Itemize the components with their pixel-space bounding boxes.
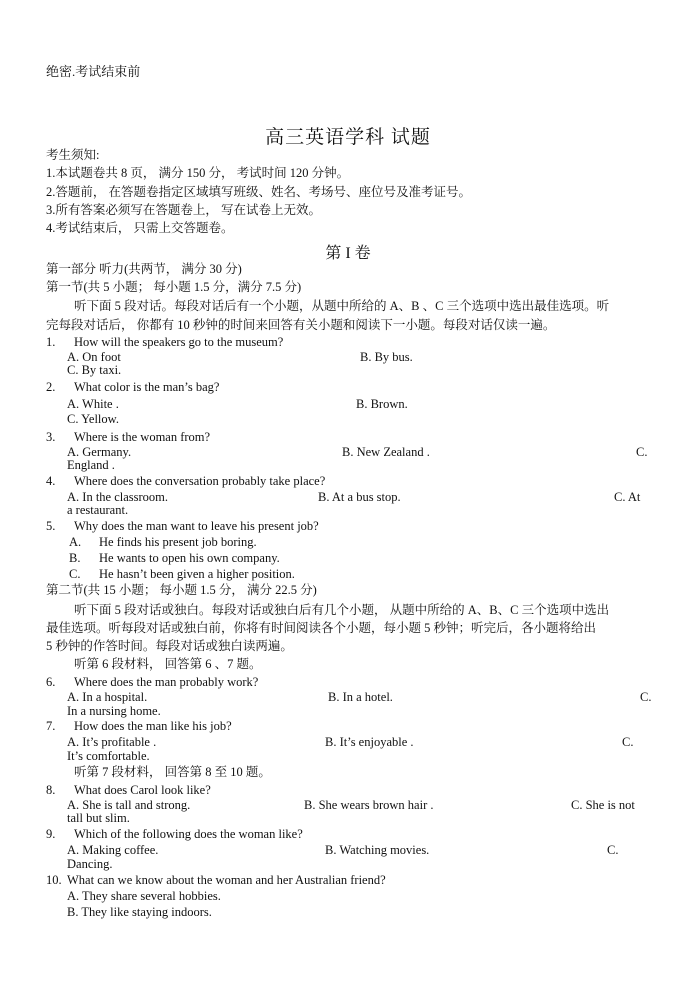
question-number: 8. bbox=[46, 783, 56, 797]
question-number: 1. bbox=[46, 335, 56, 349]
option-b-letter: B. bbox=[69, 551, 81, 565]
question-text: Where does the conversation probably take place? bbox=[74, 474, 326, 488]
option-b: B. Watching movies. bbox=[325, 843, 430, 857]
question-number: 4. bbox=[46, 474, 56, 488]
option-a: A. It’s profitable . bbox=[67, 735, 157, 749]
notice-heading: 考生须知: bbox=[46, 148, 100, 162]
part1-title: 第一部分 听力(共两节， 满分 30 分) bbox=[46, 262, 242, 276]
question-text: What can we know about the woman and her Australian friend? bbox=[67, 873, 386, 887]
question-text: Where does the man probably work? bbox=[74, 675, 259, 689]
question-number: 7. bbox=[46, 719, 56, 733]
section2-title: 第二节(共 15 小题； 每小题 1.5 分， 满分 22.5 分) bbox=[46, 583, 317, 597]
question-text: What does Carol look like? bbox=[74, 783, 211, 797]
option-b: He wants to open his own company. bbox=[99, 551, 280, 565]
notice-item: 2.答题前， 在答题卷指定区域填写班级、姓名、考场号、座位号及准考证号。 bbox=[46, 185, 472, 199]
notice-item: 1.本试题卷共 8 页， 满分 150 分， 考试时间 120 分钟。 bbox=[46, 166, 350, 180]
option-c: C. At bbox=[614, 490, 641, 504]
option-a-letter: A. bbox=[69, 535, 82, 549]
option-c: C. bbox=[640, 690, 652, 704]
question-number: 10. bbox=[46, 873, 62, 887]
page-title: 高三英语学科 试题 bbox=[265, 127, 431, 148]
option-b: B. New Zealand . bbox=[342, 445, 430, 459]
section2-instructions: 最佳选项。听每段对话或独白前，你将有时间阅读各个小题，每小题 5 秒钟；听完后，各小题将给出 bbox=[46, 621, 597, 635]
question-number: 2. bbox=[46, 380, 56, 394]
option-c-continued: It’s comfortable. bbox=[67, 749, 150, 763]
option-c-letter: C. bbox=[69, 567, 81, 581]
section1-instructions: 听下面 5 段对话。每段对话后有一个小题，从题中所给的 A、B 、C 三个选项中选出最佳选项。听 bbox=[74, 299, 610, 313]
question-number: 6. bbox=[46, 675, 56, 689]
material-note: 听第 7 段材料， 回答第 8 至 10 题。 bbox=[74, 765, 271, 779]
option-c: C. Yellow. bbox=[67, 412, 119, 426]
option-b: B. It’s enjoyable . bbox=[325, 735, 414, 749]
option-c-continued: tall but slim. bbox=[67, 811, 130, 825]
question-text: Why does the man want to leave his present job? bbox=[74, 519, 319, 533]
option-a: A. In the classroom. bbox=[67, 490, 169, 504]
option-a: A. White . bbox=[67, 397, 119, 411]
section2-instructions: 听下面 5 段对话或独白。每段对话或独白后有几个小题， 从题中所给的 A、B、C 三个选项中选出 bbox=[74, 603, 610, 617]
option-c: He hasn’t been given a higher position. bbox=[99, 567, 295, 581]
option-b: B. Brown. bbox=[356, 397, 408, 411]
option-a: A. In a hospital. bbox=[67, 690, 148, 704]
option-c: C. bbox=[607, 843, 619, 857]
option-a: A. Germany. bbox=[67, 445, 132, 459]
option-a: A. Making coffee. bbox=[67, 843, 159, 857]
option-c: C. She is not bbox=[571, 798, 635, 812]
option-a: A. They share several hobbies. bbox=[67, 889, 221, 903]
question-number: 9. bbox=[46, 827, 56, 841]
option-a: He finds his present job boring. bbox=[99, 535, 257, 549]
option-c-continued: a restaurant. bbox=[67, 503, 129, 517]
option-b: B. At a bus stop. bbox=[318, 490, 401, 504]
material-note: 听第 6 段材料， 回答第 6 、7 题。 bbox=[74, 657, 262, 671]
section1-instructions: 完每段对话后， 你都有 10 秒钟的时间来回答有关小题和阅读下一小题。每段对话仅读一遍。 bbox=[46, 318, 556, 332]
volume-heading: 第 I 卷 bbox=[325, 245, 371, 262]
option-c-continued: England . bbox=[67, 458, 115, 472]
option-c: C. bbox=[636, 445, 648, 459]
notice-item: 3.所有答案必须写在答题卷上， 写在试卷上无效。 bbox=[46, 203, 322, 217]
option-c: C. By taxi. bbox=[67, 363, 122, 377]
option-a: A. On foot bbox=[67, 350, 121, 364]
question-text: What color is the man’s bag? bbox=[74, 380, 220, 394]
option-b: B. They like staying indoors. bbox=[67, 905, 212, 919]
option-a: A. She is tall and strong. bbox=[67, 798, 191, 812]
option-c: C. bbox=[622, 735, 634, 749]
option-c-continued: In a nursing home. bbox=[67, 704, 161, 718]
section2-instructions: 5 秒钟的作答时间。每段对话或独白读两遍。 bbox=[46, 639, 293, 653]
question-text: How does the man like his job? bbox=[74, 719, 232, 733]
option-b: B. By bus. bbox=[360, 350, 413, 364]
question-text: Which of the following does the woman like? bbox=[74, 827, 303, 841]
option-c-continued: Dancing. bbox=[67, 857, 113, 871]
option-b: B. She wears brown hair . bbox=[304, 798, 434, 812]
question-text: How will the speakers go to the museum? bbox=[74, 335, 284, 349]
notice-item: 4.考试结束后， 只需上交答题卷。 bbox=[46, 221, 234, 235]
option-b: B. In a hotel. bbox=[328, 690, 393, 704]
question-number: 3. bbox=[46, 430, 56, 444]
confidential-label: 绝密.考试结束前 bbox=[46, 64, 141, 79]
question-text: Where is the woman from? bbox=[74, 430, 211, 444]
question-number: 5. bbox=[46, 519, 56, 533]
section1-title: 第一节(共 5 小题； 每小题 1.5 分，满分 7.5 分) bbox=[46, 280, 302, 294]
